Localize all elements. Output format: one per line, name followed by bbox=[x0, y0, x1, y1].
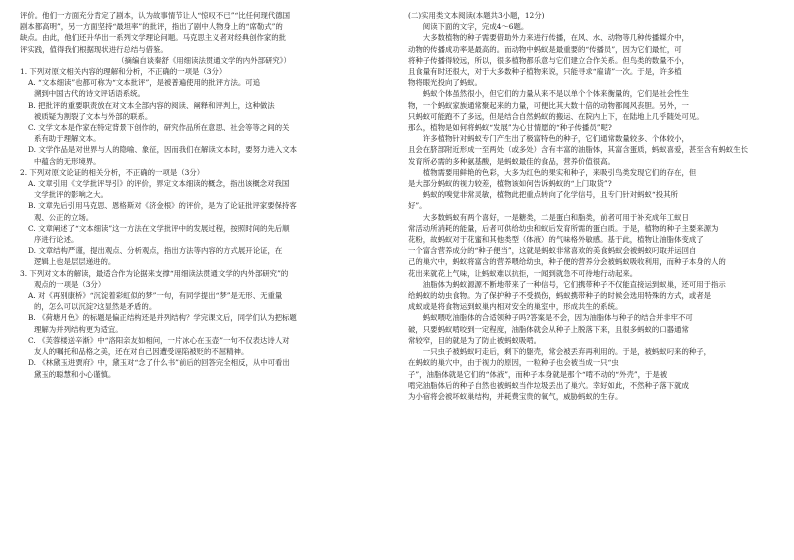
paragraph bbox=[408, 346, 776, 402]
paragraph bbox=[408, 32, 776, 88]
text-line: 是大部分蚂蚁的视力较差，植物该如何告诉蚂蚁的“上门取货”? bbox=[408, 179, 612, 189]
option-d: D. 文章结构严谨，提出观点、分析观点，指出方法等内容的方式展开论证，在 bbox=[28, 246, 283, 256]
text-line: 大多数蚂蚁有两个喜好，一是糖类，二是蛋白和脂类，前者可用于补充成年工蚁日 bbox=[422, 212, 689, 222]
text-line: 且会在脐部附近形成一至两处（或多处）含有丰富的油脂体，其富含蛋质，蚂蚁喜爱，甚至含有蚂蚁生长 bbox=[408, 145, 748, 155]
text-line: 许多植物针对蚂蚁专门产生出了极富特色的种子，它们通常数量较多、个体较小， bbox=[422, 134, 689, 144]
text-line: 好”。 bbox=[408, 201, 427, 211]
text-line: 花出来就花上气味，让蚂蚁难以抗拒，一闻到就急不可待地行动起来。 bbox=[408, 268, 638, 278]
text-line: 动物的传播成功率是最高的。而动物中蚂蚁是最重要的“传播员”，因为它们最忙，可 bbox=[408, 44, 682, 54]
text-line: 发育所必需的多种氨基酸，是蚂蚁最佳的食品，营养价值很高。 bbox=[408, 156, 615, 166]
text-line: 蚂蚁喂吃油脂体的合适领种子吗?答案是不会，因为油脂体与种子的结合并非牢不可 bbox=[422, 313, 693, 323]
text-line: 常活动所消耗的能量，后者可供给幼虫和蚁后发育所需的蛋白质。于是，植物的种子主要来源为 bbox=[408, 223, 719, 233]
option-c-cont: 序进行论述。 bbox=[34, 235, 79, 245]
passage-intro bbox=[20, 10, 388, 55]
option-a: A. 对《再别康桥》“沉淀着彩虹似的梦”一句，有同学提出“梦”是无形、无重量 bbox=[28, 291, 283, 301]
paragraph bbox=[408, 167, 776, 189]
left-column bbox=[20, 10, 388, 380]
option-a-cont: 溯到中国古代的诗文评话语系统。 bbox=[34, 89, 145, 99]
reading-instruction: 阅读下面的文字，完成4～6题。 bbox=[422, 22, 529, 32]
question-2 bbox=[20, 167, 388, 268]
text-line: 只蚂蚁可能跑不了多远，但是结合自然蚂蚁的搬运、在院内上下，在陆地上几乎随处可见。 bbox=[408, 111, 704, 121]
text-line: 在蚂蚁的巢穴中，由于视力的原因，一粒种子也会被当成一只“虫 bbox=[408, 358, 619, 368]
question-3 bbox=[20, 268, 388, 380]
option-a: A. “文本细读”也都可称为“文本批评”，是被普遍使用的批评方法。可追 bbox=[28, 78, 261, 88]
paragraph bbox=[408, 88, 776, 133]
question-stem: 3. 下列对文本的解读，最适合作为论据来支撑“用细读法贯通文学的内外部研究”的 bbox=[20, 268, 289, 278]
text-line: 一个富含营养成分的“种子便当”，这就是蚂蚁非常喜欢的美食蚂蚁会被蚂蚁叼取并运回自 bbox=[408, 246, 697, 256]
text-line: 蚂蚁的嗅觉非常灵敏，植物此把重点转向了化学信号，且专门针对蚂蚁“投其所 bbox=[422, 190, 678, 200]
text-line: 缺点。由此，他们还升华出一系列文学理论问题。马克思主义者对经典创作家的批 bbox=[20, 33, 287, 43]
text-line: 子”，油脂体就是它们的“体液”，而种子本身就是那个“啃不动的“外壳”，于是被 bbox=[408, 369, 668, 379]
text-line: 花粉，故蚂蚁对于花蜜和其他类型（体液）的气味格外敏感。基于此，植物让油脂体变成了 bbox=[408, 235, 704, 245]
text-line: 植物需要用鲜艳的色彩，大多为红色的果实和种子，来吸引鸟类发现它们的存在，但 bbox=[422, 167, 697, 177]
question-stem: 1. 下列对原文相关内容的理解和分析，不正确的一项是（3分） bbox=[20, 67, 227, 77]
right-column bbox=[408, 10, 776, 402]
option-c-cont: 系有助于理解文本。 bbox=[34, 134, 101, 144]
option-b-cont: 理解为并列结构更为适宜。 bbox=[34, 324, 123, 334]
paragraph bbox=[408, 312, 776, 346]
text-line: 成蚁或是将食物运到蚁巢内相对安全的巢室中，形成共生的系统。 bbox=[408, 302, 623, 312]
text-line: 蚂蚁个体虽然很小，但它们的力量从来不是以单个个体来衡量的，它们是社会性生 bbox=[422, 89, 689, 99]
text-line: 给蚂蚁的幼虫食物。为了保护种子不受损伤，蚂蚁携带种子的时候会选用特殊的方式，或者是 bbox=[408, 291, 712, 301]
option-b-cont: 被质疑为割裂了文本与外部的联系。 bbox=[34, 111, 153, 121]
question-stem-cont: 观点的一项是（3分） bbox=[34, 279, 106, 289]
text-line: 剧本都高明”，另一方面坚持“最坦率”的批评，指出了剧中人物身上的“席勒式”的 bbox=[20, 22, 283, 32]
option-c-cont: 友人的嘱托和品格之美，还在对自己因遭受诬陷被贬的不屈精神。 bbox=[34, 347, 249, 357]
section-heading: (二)实用类文本阅读(本题共3小题，12分) bbox=[408, 11, 545, 20]
paragraph bbox=[408, 279, 776, 313]
option-b: B. 文章先后引用马克思、恩格斯对《济金根》的评价，是为了论证批评家要保持客 bbox=[28, 201, 297, 211]
text-line: 啃完油脂体后的种子自然也被蚂蚁当作垃圾丢出了巢穴。幸好如此，不然种子落下就成 bbox=[408, 380, 689, 390]
option-b: B. 《荷塘月色》的标题是偏正结构还是并列结构？学完课文后，同学们认为把标题 bbox=[28, 313, 297, 323]
text-line: 常较窄，目的就是为了防止被蚂蚁吸啃。 bbox=[408, 335, 542, 345]
option-d-cont: 黛玉的聪慧和小心谨慎。 bbox=[34, 369, 116, 379]
text-line: 那么，植物是如何将蚂蚁“发展”为心甘情愿的“种子传播员”呢? bbox=[408, 123, 612, 133]
text-line: 大多数植物的种子需要借助外力来进行传播，在风、水、动物等几种传播媒介中， bbox=[422, 33, 689, 43]
option-b-cont: 观、公正的立场。 bbox=[34, 212, 94, 222]
option-d: D. 《林黛玉进贾府》中，黛玉对“念了什么书”前后的回答完全相反，从中可看出 bbox=[28, 358, 290, 368]
text-line: 破，只要蚂蚁啃咬到一定程度，油脂体就会从种子上脱落下来，且很多蚂蚁的口器通常 bbox=[408, 324, 689, 334]
option-a: A. 文章引用《文学批评导引》的评价，界定文本细读的概念，指出该概念对我国 bbox=[28, 179, 290, 189]
option-a-cont: 文学批评的影响之大。 bbox=[34, 190, 108, 200]
option-d-cont: 中蕴含的无形境界。 bbox=[34, 156, 101, 166]
option-c: C. 文学文本是作家在特定背景下创作的，研究作品所在意思、社会等等之间的关 bbox=[28, 123, 290, 133]
text-line: 评实践，值得我们根据现状进行总结与借鉴。 bbox=[20, 44, 168, 54]
option-a-cont: 的，怎么可以沉淀?这显然是矛盾的。 bbox=[34, 302, 157, 312]
source-citation: （摘编自谈秦舒《用细读法贯通文学的内外部研究》） bbox=[117, 55, 291, 65]
text-line: 一只虫子被蚂蚁叼走后，剩下的躯壳，常会被丢弃再利用的。于是，被蚂蚁叼来的种子， bbox=[422, 347, 712, 357]
option-c: C. 《芙蓉楼送辛渐》中“洛阳亲友如相问，一片冰心在玉壶”一句不仅表达诗人对 bbox=[28, 335, 290, 345]
question-stem: 2. 下列对原文论证的相关分析，不正确的一项是（3分） bbox=[20, 167, 205, 177]
option-d-cont: 逻辑上也是层层递进的。 bbox=[34, 257, 116, 267]
text-line: 且食量有时还很大，对于大多数种子植物来说，只能寻求“雇请”一次。于是，许多植 bbox=[408, 67, 682, 77]
passage-body bbox=[408, 32, 776, 402]
question-1 bbox=[20, 66, 388, 167]
text-line: 油脂体为蚂蚁源源不断地带来了一种信号，它们携带种子不仅能直接运到蚁巢，还可用于指示 bbox=[422, 279, 726, 289]
text-line: 为小宿将会被坏蚁巢结构，并耗费宝贵的氧气，威胁蚂蚁的生存。 bbox=[408, 391, 623, 401]
text-line: 己的巢穴中，蚂蚁将富含的营养喂给幼虫，种子便的营养分会被蚂蚁吸收利用，而种子本身的人的 bbox=[408, 257, 726, 267]
text-line: 将种子传播得较远，所以，很多植物都乐意与它们建立合作关系。但鸟类的数量不小， bbox=[408, 55, 689, 65]
option-c: C. 文章阐述了“文本细读”这一方法在文学批评中的发展过程，按照时间的先后顺 bbox=[28, 223, 290, 233]
paragraph bbox=[408, 133, 776, 167]
option-d: D. 文学作品是对世界与人的隐喻、象征，因而我们在解读文本时，要努力进入文本 bbox=[28, 145, 298, 155]
paragraph bbox=[408, 212, 776, 279]
option-b: B. 把批评的重要职责放在对文本全部内容的阅读、阐释和评判上，这种做法 bbox=[28, 100, 275, 110]
text-line: 物将眼光投向了蚂蚁。 bbox=[408, 78, 482, 88]
text-line: 评价。他们一方面充分肯定了剧本，认为故事情节让人“惊叹不已”“比任何现代德国 bbox=[20, 11, 291, 20]
text-line: 物，一个蚂蚁家族通常聚起来的力量，可便比其大数十倍的动物都闻风丧胆。另外，一 bbox=[408, 100, 689, 110]
paragraph bbox=[408, 189, 776, 211]
